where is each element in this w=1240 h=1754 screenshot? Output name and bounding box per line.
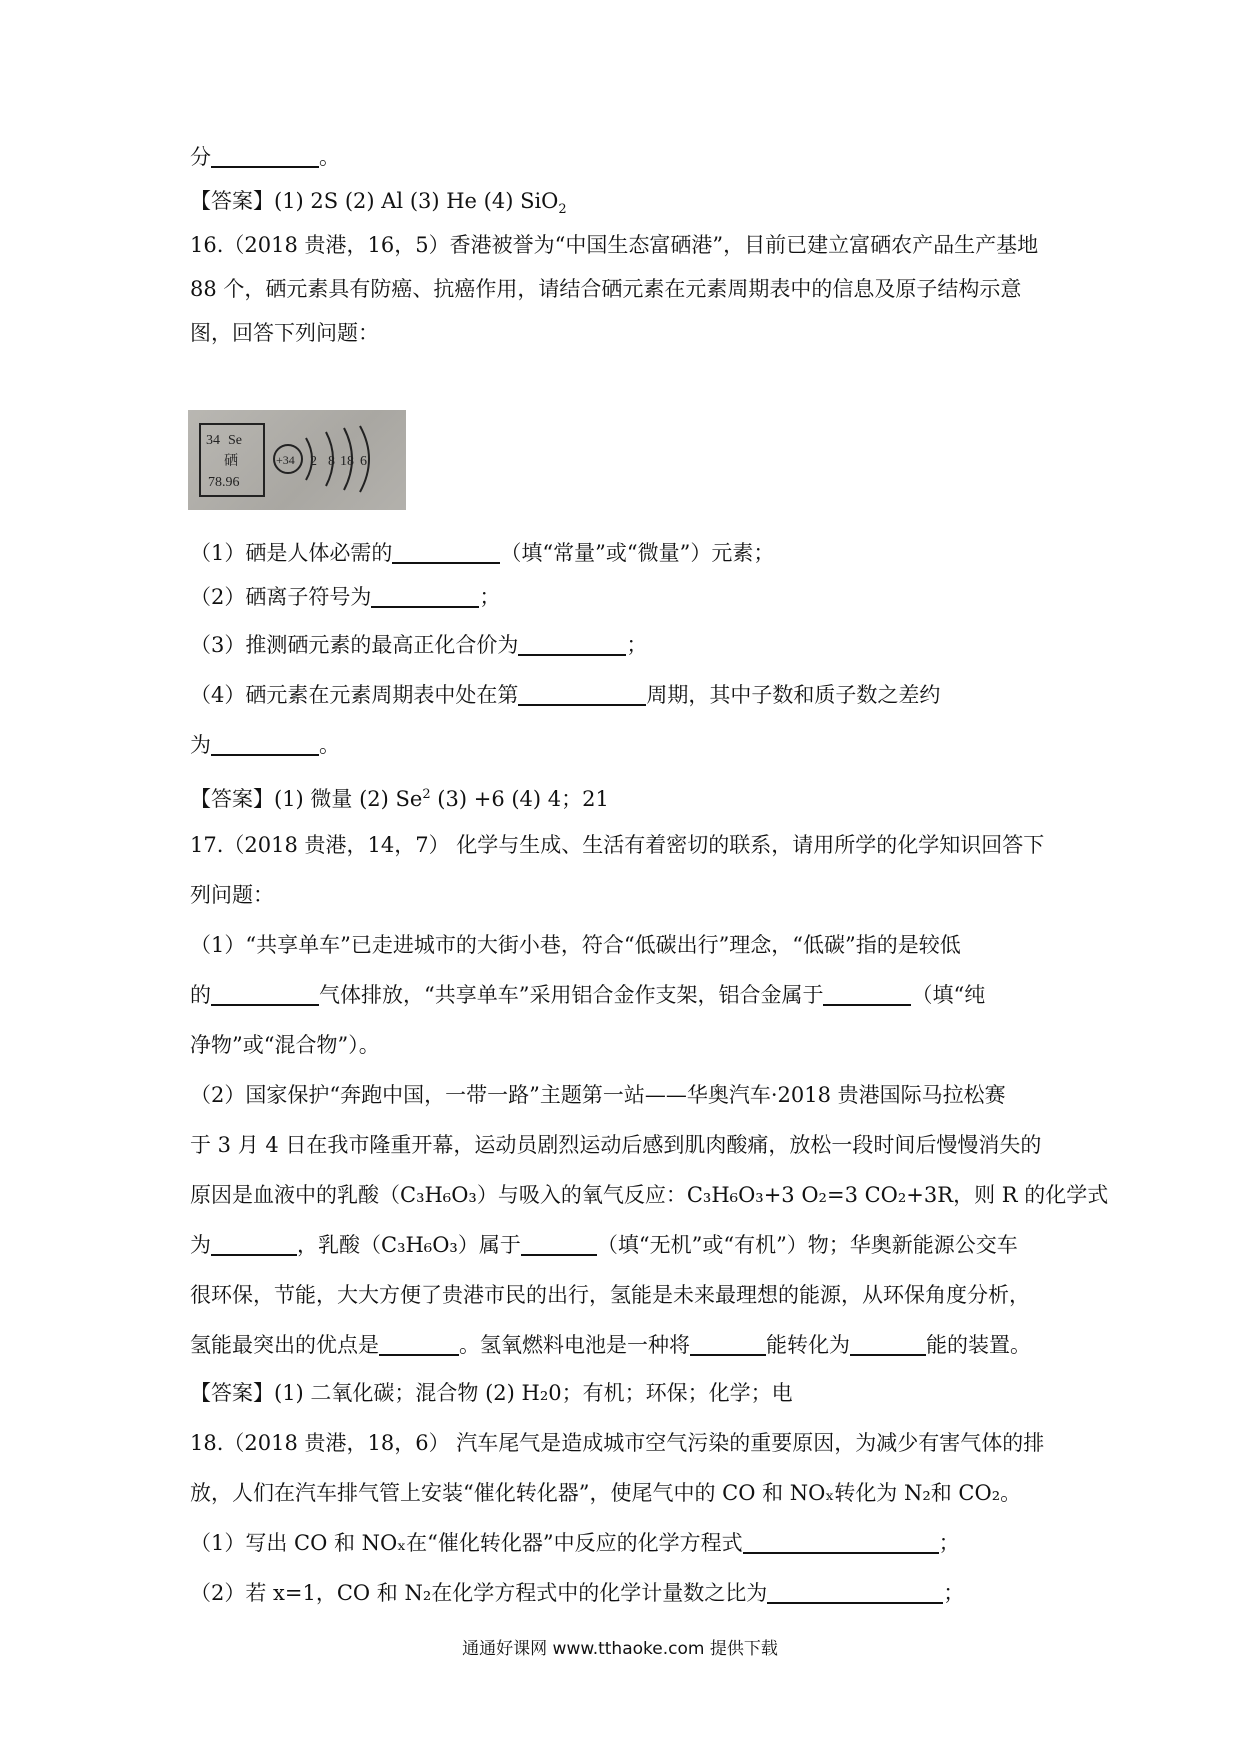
answer-blank (518, 632, 626, 656)
selenium-figure (188, 410, 406, 510)
answer-blank (371, 584, 479, 608)
answer-blank (379, 1332, 459, 1356)
answer-15: 【答案】(1) 2S (2) Al (3) He (4) SiO$_2$ (190, 189, 567, 218)
text-line: 放，人们在汽车排气管上安装“催化转化器”，使尾气中的 CO 和 NOₓ转化为 N₂和 CO₂。 (190, 1481, 1022, 1505)
cell-symbol: Se (228, 433, 242, 448)
text-line: 原因是血液中的乳酸（C₃H₆O₃）与吸入的氧气反应：C₃H₆O₃+3 O₂=3 CO₂+3R，则 R 的化学式 (190, 1183, 1109, 1207)
text-line: 为 。 (190, 733, 340, 757)
answer-16: 【答案】(1) 微量 (2) Se$^2$ (3) +6 (4) 4；21 (190, 787, 609, 811)
text-line: 为 ，乳酸（C₃H₆O₃）属于 （填“无机”或“有机”）物；华奥新能源公交车 (190, 1233, 1018, 1257)
page-footer: 通通好课网 www.tthaoke.com 提供下载 (462, 1639, 778, 1659)
selenium-diagram (188, 410, 406, 510)
text-line: 净物”或“混合物”）。 (190, 1033, 380, 1057)
text-line: 列问题： (190, 883, 274, 907)
answer-blank (518, 682, 646, 706)
answer-blank (211, 732, 319, 756)
text-line: 于 3 月 4 日在我市隆重开幕，运动员剧烈运动后感到肌肉酸痛，放松一段时间后慢慢消失的 (190, 1133, 1042, 1157)
question-17-title: 17.（2018 贵港，14，7） 化学与生成、生活有着密切的联系，请用所学的化学知识回答下 (190, 833, 1045, 857)
question-16-2: （2）硒离子符号为 ； (190, 585, 501, 609)
question-16-title: 16.（2018 贵港，16，5）香港被誉为“中国生态富硒港”，目前已建立富硒农产品生产基地 (190, 233, 1039, 257)
question-17-1: （1）“共享单车”已走进城市的大街小巷，符合“低碳出行”理念，“低碳”指的是较低 (190, 933, 961, 957)
cell-mass: 78.96 (208, 475, 240, 490)
answer-blank (211, 144, 319, 168)
answer-17: 【答案】(1) 二氧化碳；混合物 (2) H₂0；有机；环保；化学；电 (190, 1381, 793, 1405)
shell-3: 18 (340, 454, 354, 469)
shell-2: 8 (328, 454, 335, 469)
question-18-title: 18.（2018 贵港，18，6） 汽车尾气是造成城市空气污染的重要原因，为减少有害气体的排 (190, 1431, 1045, 1455)
question-16-3: （3）推测硒元素的最高正化合价为 ； (190, 633, 648, 657)
shell-1: 2 (310, 454, 317, 469)
question-16-1: （1）硒是人体必需的 （填“常量”或“微量”）元素； (190, 541, 775, 565)
text-line: 图，回答下列问题： (190, 321, 379, 345)
text-line: 氢能最突出的优点是 。氢氧燃料电池是一种将 能转化为 能的装置。 (190, 1333, 1031, 1357)
answer-blank (211, 982, 319, 1006)
answer-blank (767, 1580, 943, 1604)
answer-blank (211, 1232, 297, 1256)
text-line: 很环保，节能，大大方便了贵港市民的出行，氢能是未来最理想的能源，从环保角度分析， (190, 1283, 1030, 1307)
question-18-2: （2）若 x=1，CO 和 N₂在化学方程式中的化学计量数之比为 ； (190, 1581, 965, 1605)
text-line: 分 。 (190, 145, 340, 169)
question-16-4: （4）硒元素在元素周期表中处在第 周期，其中子数和质子数之差约 (190, 683, 941, 707)
answer-blank (850, 1332, 926, 1356)
nucleus-charge: +34 (276, 453, 295, 467)
question-17-2: （2）国家保护“奔跑中国，一带一路”主题第一站——华奥汽车·2018 贵港国际马拉松赛 (190, 1083, 1006, 1107)
cell-number: 34 (206, 433, 220, 448)
cell-name: 硒 (224, 453, 238, 469)
answer-blank (743, 1530, 939, 1554)
answer-blank (690, 1332, 766, 1356)
text-line: 的 气体排放，“共享单车”采用铝合金作支架，铝合金属于 （填“纯 (190, 983, 986, 1007)
answer-blank (823, 982, 911, 1006)
answer-blank (392, 540, 500, 564)
text-line: 88 个，硒元素具有防癌、抗癌作用，请结合硒元素在元素周期表中的信息及原子结构示意 (190, 277, 1022, 301)
answer-blank (521, 1232, 597, 1256)
question-18-1: （1）写出 CO 和 NOₓ在“催化转化器”中反应的化学方程式 ； (190, 1531, 960, 1555)
shell-4: 6 (360, 454, 367, 469)
